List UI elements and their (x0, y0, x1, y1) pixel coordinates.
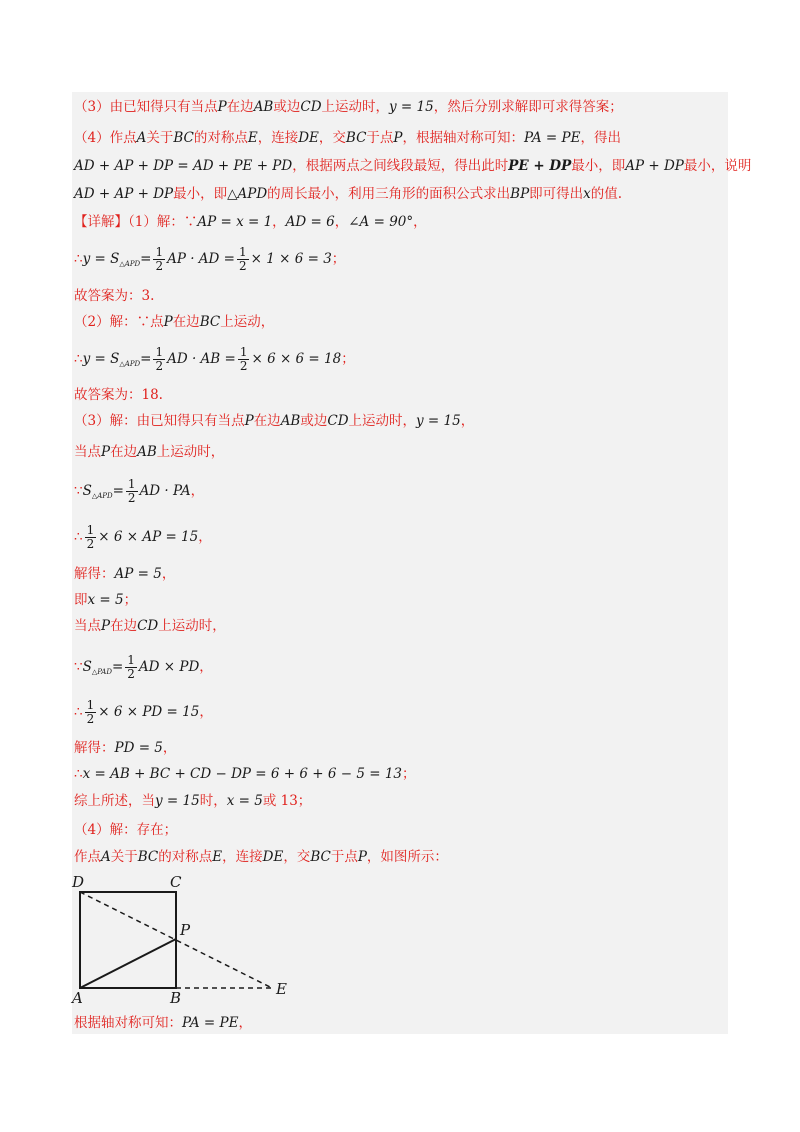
fraction: $\frac{1}{2}$ (86, 523, 95, 551)
text-line-22: 综上所述，当y = 15时，x = 5或 13； (74, 793, 312, 809)
text-line-18: $\because S_{\triangle PAD}=$ $\frac{1}{2}$ AD × PD， (74, 653, 213, 681)
fraction: $\frac{1}{2}$ (239, 345, 248, 373)
label-a: A (72, 989, 83, 1007)
label-p: P (180, 921, 191, 939)
text-line-6: ∴y = $S_{\triangle APD}=$ $\frac{1}{2}$ AP · AD = $\frac{1}{2}$ × 1 × 6 = 3； (74, 245, 346, 273)
text-line-1: （3）由已知得只有当点P在边AB或边CD上运动时，y = 15，然后分别求解即可求得答案； (74, 99, 623, 115)
label-e: E (276, 980, 287, 998)
text-line-8: （2）解：∵点P在边BC上运动， (74, 314, 275, 330)
text-line-16: 即x = 5； (74, 592, 138, 608)
fraction: $\frac{1}{2}$ (86, 698, 95, 726)
text-line-24: 作点A关于BC的对称点E，连接DE，交BC于点P，如图所示： (74, 849, 448, 865)
geometry-figure (70, 872, 310, 1007)
label-c: C (170, 873, 182, 891)
text-line-10: 故答案为：18. (74, 387, 163, 403)
label-b: B (170, 989, 182, 1007)
text-line-3: AD + AP + DP = AD + PE + PD，根据两点之间线段最短，得出此时PE + DP最小，即AP + DP最小，说明 (74, 158, 752, 174)
text-line-4: AD + AP + DP最小，即△APD的周长最小，利用三角形的面积公式求出BP即可得出x的值. (74, 186, 623, 202)
text-line-23: （4）解：存在； (74, 822, 178, 838)
text-line-11: （3）解：由已知得只有当点P在边AB或边CD上运动时，y = 15， (74, 413, 475, 429)
fraction: $\frac{1}{2}$ (127, 477, 136, 505)
text-line-25: 根据轴对称可知：PA = PE， (74, 1015, 252, 1031)
text-line-21: ∴x = AB + BC + CD − DP = 6 + 6 + 6 − 5 = 13； (74, 766, 416, 782)
text-line-7: 故答案为：3. (74, 288, 155, 304)
text-line-15: 解得：AP = 5， (74, 566, 176, 582)
label-d: D (72, 873, 85, 891)
fraction: $\frac{1}{2}$ (155, 245, 164, 273)
fraction: $\frac{1}{2}$ (238, 245, 247, 273)
square-abcd (80, 892, 176, 988)
fraction: $\frac{1}{2}$ (155, 345, 164, 373)
text-line-12: 当点P在边AB上运动时， (74, 444, 225, 460)
text-line-13: $\because S_{\triangle APD}=$ $\frac{1}{2}$ AD · PA， (74, 477, 205, 505)
text-line-9: ∴y = $S_{\triangle APD}=$ $\frac{1}{2}$ AD · AB = $\frac{1}{2}$ × 6 × 6 = 18； (74, 345, 355, 373)
text-line-14: ∴ $\frac{1}{2}$ × 6 × AP = 15， (74, 523, 212, 551)
text-line-20: 解得：PD = 5， (74, 740, 177, 756)
segment-ap (80, 939, 176, 988)
text-line-5: 【详解】（1）解：∵AP = x = 1，AD = 6，∠A = 90°， (74, 214, 427, 230)
fraction: $\frac{1}{2}$ (127, 653, 135, 681)
text-line-2: （4）作点A关于BC的对称点E，连接DE，交BC于点P，根据轴对称可知：PA = PE，得出 (74, 130, 621, 146)
text-line-19: ∴ $\frac{1}{2}$ × 6 × PD = 15， (74, 698, 213, 726)
text-line-17: 当点P在边CD上运动时， (74, 618, 226, 634)
